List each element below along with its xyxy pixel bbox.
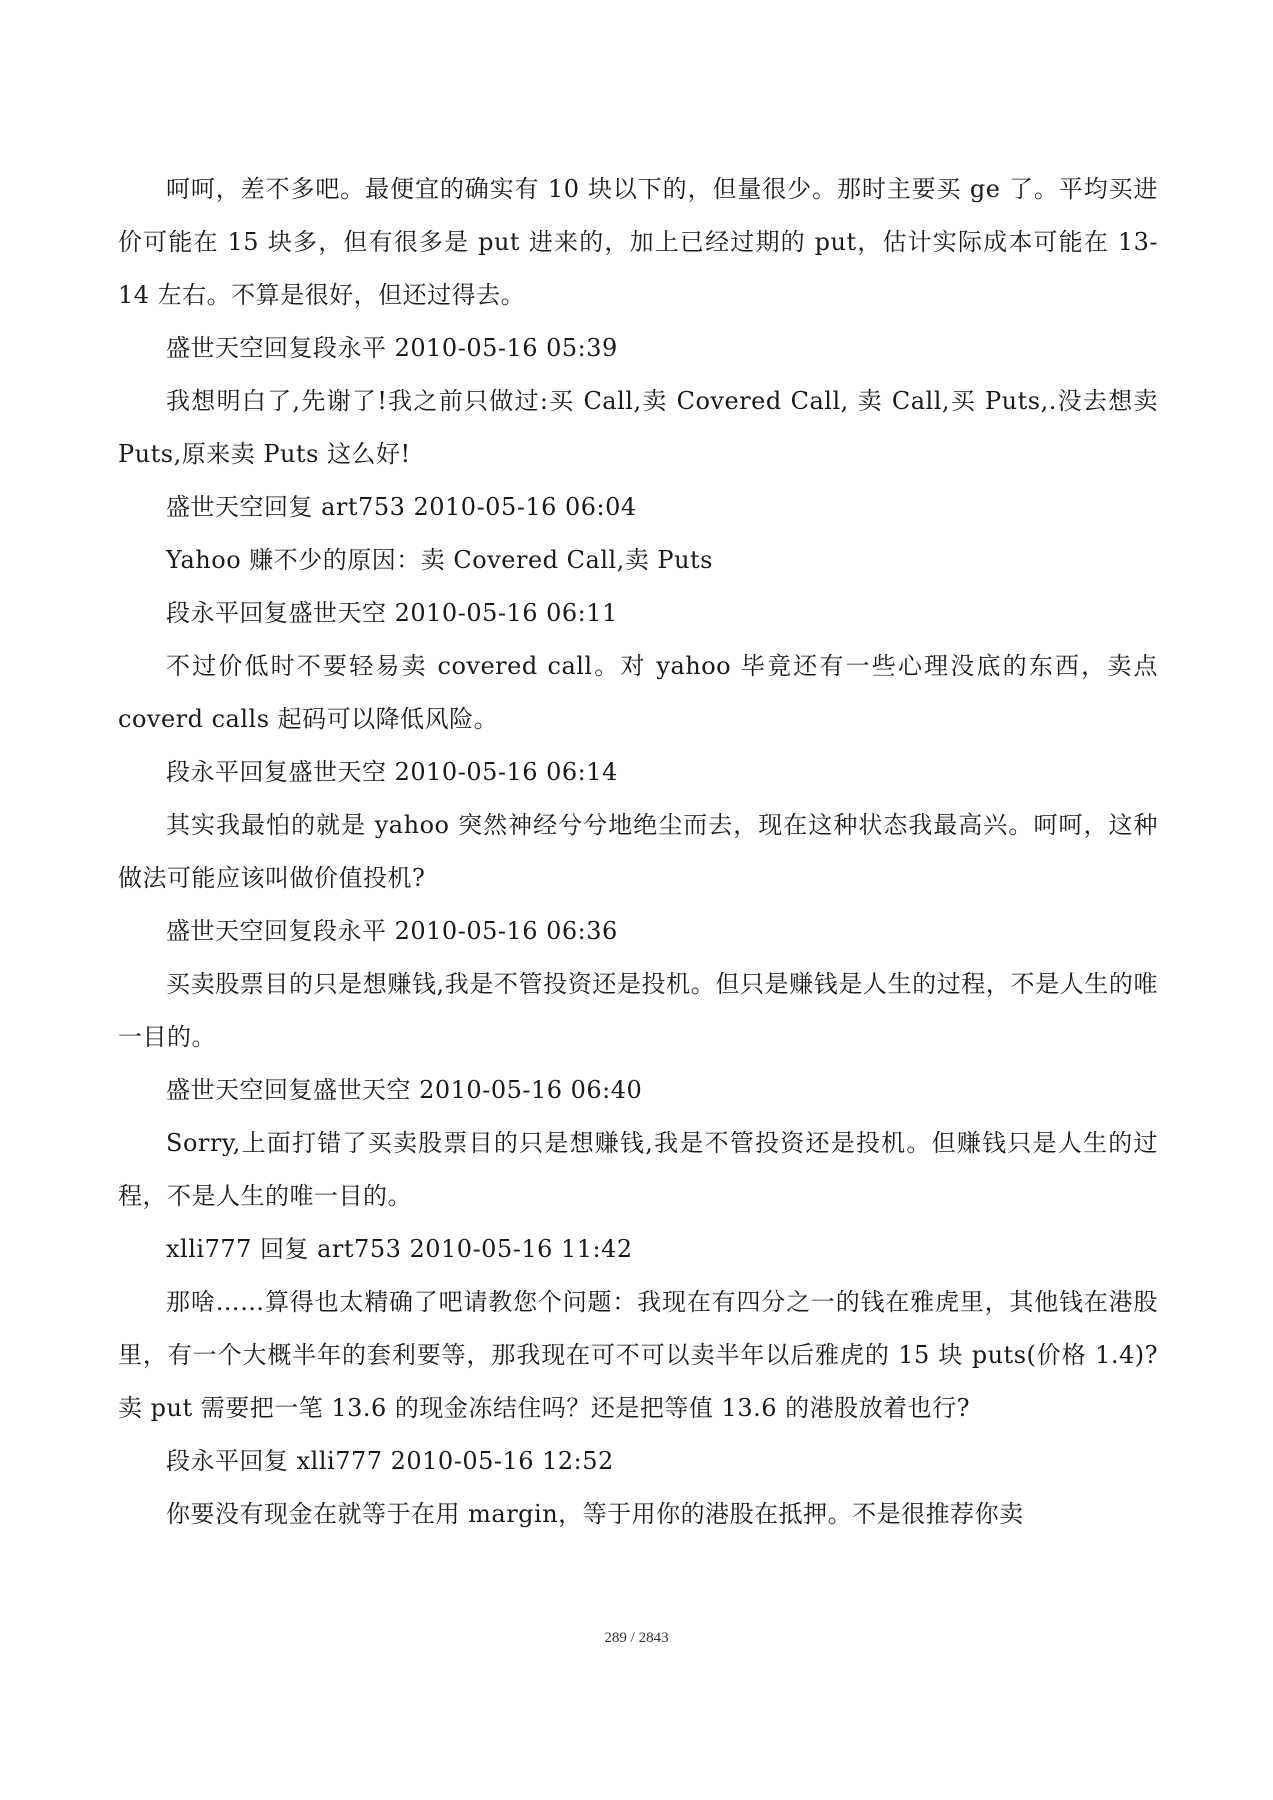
reply-header: 段永平回复 xlli777 2010-05-16 12:52: [166, 1447, 614, 1475]
paragraph: Sorry,上面打错了买卖股票目的只是想赚钱,我是不管投资还是投机。但赚钱只是人生的过程，不是人生的唯一目的。: [118, 1129, 1158, 1210]
reply-header: 盛世天空回复段永平 2010-05-16 05:39: [166, 334, 618, 362]
paragraph: 其实我最怕的就是 yahoo 突然神经兮兮地绝尘而去，现在这种状态我最高兴。呵呵，这种做法可能应该叫做价值投机?: [118, 811, 1158, 892]
document-body: [118, 163, 1158, 1541]
reply-header: 盛世天空回复 art753 2010-05-16 06:04: [166, 493, 637, 521]
reply-header: xlli777 回复 art753 2010-05-16 11:42: [166, 1235, 633, 1263]
reply-header: 段永平回复盛世天空 2010-05-16 06:11: [166, 599, 618, 627]
page-number: 289 / 2843: [604, 1630, 669, 1646]
paragraph: 我想明白了,先谢了!我之前只做过:买 Call,卖 Covered Call, 卖 Call,买 Puts,.没去想卖 Puts,原来卖 Puts 这么好!: [118, 387, 1158, 468]
reply-header: 盛世天空回复盛世天空 2010-05-16 06:40: [166, 1076, 643, 1104]
reply-header: 盛世天空回复段永平 2010-05-16 06:36: [166, 917, 618, 945]
paragraph: 呵呵，差不多吧。最便宜的确实有 10 块以下的，但量很少。那时主要买 ge 了。平均买进价可能在 15 块多，但有很多是 put 进来的，加上已经过期的 put，估计实际成本可能在 13-14 左右。不算是很好，但还过得去。: [118, 175, 1158, 309]
paragraph: 你要没有现金在就等于在用 margin，等于用你的港股在抵押。不是很推荐你卖: [166, 1500, 1024, 1528]
reply-header: 段永平回复盛世天空 2010-05-16 06:14: [166, 758, 618, 786]
paragraph: Yahoo 赚不少的原因：卖 Covered Call,卖 Puts: [166, 546, 713, 574]
paragraph: 那啥……算得也太精确了吧请教您个问题：我现在有四分之一的钱在雅虎里，其他钱在港股里，有一个大概半年的套利要等，那我现在可不可以卖半年以后雅虎的 15 块 puts(价格 1.4)? 卖 put 需要把一笔 13.6 的现金冻结住吗？还是把等值 13.6 的港股放着也行?: [118, 1288, 1158, 1422]
paragraph: 不过价低时不要轻易卖 covered call。对 yahoo 毕竟还有一些心理没底的东西，卖点 coverd calls 起码可以降低风险。: [118, 652, 1158, 733]
paragraph: 买卖股票目的只是想赚钱,我是不管投资还是投机。但只是赚钱是人生的过程，不是人生的唯一目的。: [118, 970, 1158, 1051]
